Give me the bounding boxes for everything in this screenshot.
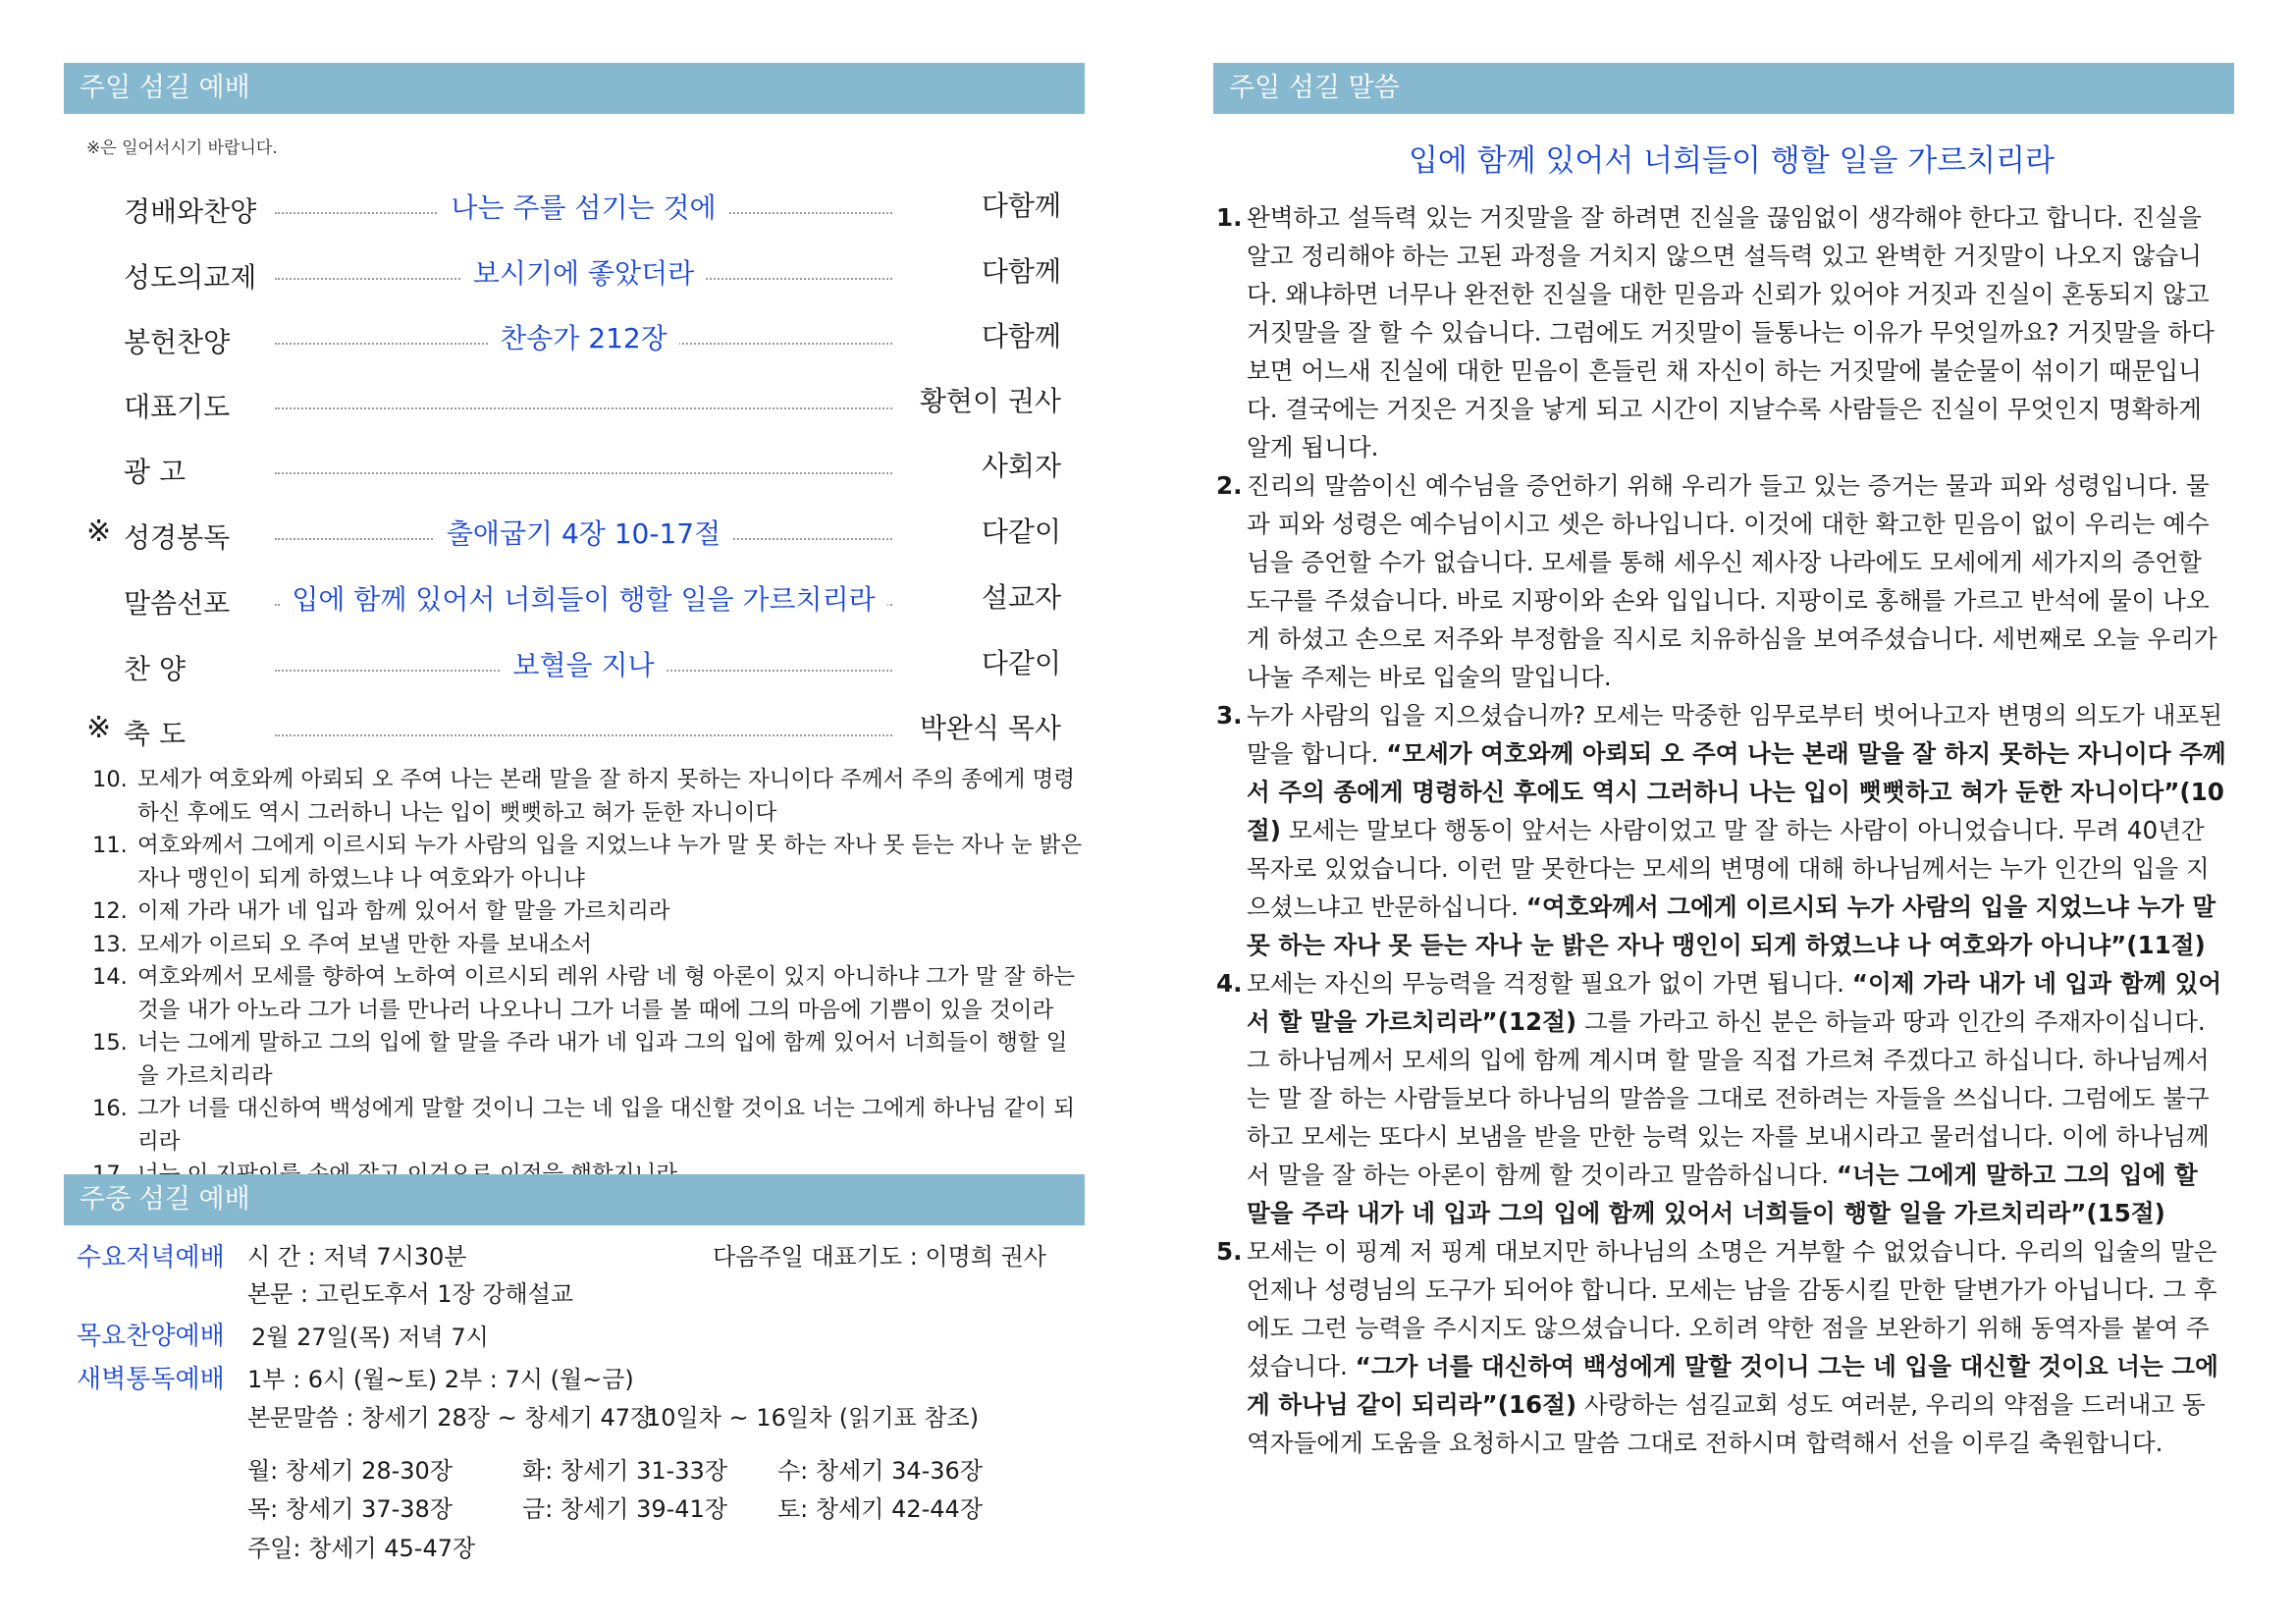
verse-number: 13. — [92, 931, 128, 957]
order-leader: 설교자 — [981, 581, 1061, 614]
point-sentence: 모세는 이 핑계 저 핑계 대보지만 하나님의 소명은 거부할 수 없었습니다. 우리의 입술의 말은 언제나 성령님의 도구가 되어야 합니다. 모세는 남을 감동시킬 만한 달변가가 아닙니다. 그 후에도 그런 능력을 주시지도 않으셨습니다. 오히려 약한 점을 보완하기 위해 동역자를 붙여 주셨습니다. — [1247, 1237, 2217, 1380]
point-text — [1247, 198, 2227, 466]
order-row — [86, 246, 1061, 298]
sermon-title: 입에 함께 있어서 너희들이 행할 일을 가르치리라 — [1408, 143, 2056, 179]
verse-number: 11. — [92, 833, 128, 858]
point-sentence: 누가 사람의 입을 지으셨습니까? 모세는 막중한 임무로부터 벗어나고자 변명의 의도가 내포된 말을 합니다. — [1247, 701, 2223, 768]
order-detail — [275, 252, 892, 292]
order-detail — [275, 578, 892, 618]
quoted-verse: “이제 가라 내가 네 입과 함께 있어서 할 말을 가르치리라”(12절) — [1247, 969, 2222, 1036]
schedule-thu: 목: 창세기 37-38장 — [247, 1495, 454, 1523]
order-detail — [275, 513, 892, 552]
order-row — [86, 638, 1061, 689]
wednesday-service-label: 수요저녁예배 — [77, 1243, 225, 1272]
dawn-time: 1부 : 6시 (월~토) 2부 : 7시 (월~금) — [247, 1366, 634, 1393]
point-sentence: 사랑하는 섬길교회 성도 여러분, 우리의 약점을 드러내고 동역자들에게 도움을 요청하시고 말씀 그대로 전하시며 합력해서 선을 이루길 축원합니다. — [1247, 1390, 2206, 1457]
dawn-days: 10일차 ~ 16일차 (읽기표 참조) — [646, 1404, 980, 1432]
order-item: 경배와찬양 — [124, 195, 257, 228]
order-item: 봉헌찬양 — [124, 326, 231, 358]
order-detail-text: 입에 함께 있어서 너희들이 행할 일을 가르치리라 — [280, 583, 886, 616]
order-row — [86, 572, 1061, 623]
schedule-sat: 토: 창세기 42-44장 — [777, 1495, 984, 1523]
verse — [92, 764, 1084, 830]
point-sentence: 그를 가라고 하신 분은 하늘과 땅과 인간의 주재자이십니다. 그 하나님께서 모세의 입에 함께 계시며 할 말을 직접 가르쳐 주겠다고 하십니다. 하나님께서는 말 잘 하는 사람들보다 하나님의 말씀을 그대로 전하려는 자들을 쓰십니다. 그럼에도 불구하고 모세는 또다시 보냄을 받을 만한 능력 있는 자를 보내시라고 물러섭니다. 이에 하나님께서 말을 잘 하는 아론이 함께 할 것이라고 말씀하십니다. — [1247, 1007, 2210, 1189]
stand-note: ※은 일어서시기 바랍니다. — [86, 138, 278, 158]
sermon-point — [1216, 1232, 2227, 1462]
verse — [92, 961, 1084, 1027]
verse-text: 이제 가라 내가 네 입과 함께 있어서 할 말을 가르치리라 — [137, 898, 670, 924]
verse-text: 여호와께서 모세를 향하여 노하여 이르시되 레위 사람 네 형 아론이 있지 아니하냐 그가 말 잘 하는 것을 내가 아노라 그가 너를 만나러 나오나니 그가 너를 볼 때에 그의 마음에 기쁨이 있을 것이라 — [137, 964, 1075, 1023]
order-leader: 다함께 — [981, 189, 1061, 222]
order-item: 말씀선포 — [124, 587, 231, 620]
thursday-time: 2월 27일(목) 저녁 7시 — [251, 1324, 489, 1351]
order-item: 성도의교제 — [124, 261, 257, 294]
point-number: 1. — [1216, 203, 1243, 232]
order-detail — [275, 644, 892, 683]
point-text — [1247, 696, 2227, 964]
sermon-point — [1216, 696, 2227, 964]
next-prayer: 다음주일 대표기도 : 이명희 권사 — [713, 1243, 1046, 1271]
order-row — [86, 507, 1061, 558]
stand-mark: ※ — [86, 514, 112, 549]
point-number: 3. — [1216, 701, 1243, 730]
point-text — [1247, 1232, 2227, 1462]
verse — [92, 929, 1084, 962]
order-detail — [275, 317, 892, 356]
dawn-service-label: 새벽통독예배 — [77, 1365, 225, 1394]
schedule-wed: 수: 창세기 34-36장 — [777, 1457, 984, 1485]
dotted-leader — [275, 472, 892, 474]
thursday-service-label: 목요찬양예배 — [77, 1322, 225, 1351]
order-detail-text: 출애굽기 4장 10-17절 — [435, 517, 732, 550]
schedule-sun: 주일: 창세기 45-47장 — [247, 1535, 476, 1562]
sermon-point — [1216, 466, 2227, 696]
verse — [92, 1093, 1084, 1159]
verse-number: 14. — [92, 964, 128, 990]
sermon-points — [1216, 198, 2227, 1462]
verse-text: 모세가 여호와께 아뢰되 오 주여 나는 본래 말을 잘 하지 못하는 자니이다 주께서 주의 종에게 명령하신 후에도 역시 그러하니 나는 입이 뻣뻣하고 혀가 둔한 자니이다 — [137, 767, 1075, 826]
verse — [92, 1027, 1084, 1093]
verse-text: 그가 너를 대신하여 백성에게 말할 것이니 그는 네 입을 대신할 것이요 너는 그에게 하나님 같이 되리라 — [137, 1096, 1075, 1155]
order-leader: 박완식 목사 — [919, 712, 1061, 744]
verse-number: 16. — [92, 1096, 128, 1121]
dotted-leader — [275, 734, 892, 736]
order-leader: 다함께 — [981, 255, 1061, 288]
order-item: 대표기도 — [124, 391, 231, 423]
order-row — [86, 376, 1061, 427]
wednesday-time: 시 간 : 저녁 7시30분 — [247, 1243, 467, 1271]
verse-text: 모세가 이르되 오 주여 보낼 만한 자를 보내소서 — [137, 931, 593, 957]
sermon-point — [1216, 198, 2227, 466]
verse-number: 10. — [92, 767, 128, 792]
order-leader: 다같이 — [981, 515, 1061, 548]
order-row — [86, 311, 1061, 362]
point-sentence: 완벽하고 설득력 있는 거짓말을 잘 하려면 진실을 끊임없이 생각해야 한다고 합니다. 진실을 알고 정리해야 하는 고된 과정을 거치지 않으면 설득력 있고 완벽한 거짓말이 나오지 않습니다. 왜냐하면 너무나 완전한 진실을 대한 믿음과 신뢰가 있어야 거짓과 진실이 혼동되지 않고 거짓말을 잘 할 수 있습니다. 그럼에도 거짓말이 들통나는 이유가 무엇일까요? 거짓말을 하다 보면 어느새 진실에 대한 믿음이 흔들린 채 자신이 하는 거짓말에 불순물이 섞이기 때문입니다. 결국에는 거짓은 거짓을 낳게 되고 시간이 지날수록 사람들은 진실이 무엇인지 명확하게 알게 됩니다. — [1247, 203, 2215, 461]
order-leader: 다같이 — [981, 647, 1061, 679]
order-item: 광 고 — [124, 456, 186, 488]
quoted-verse: “여호와께서 그에게 이르시되 누가 사람의 입을 지었느냐 누가 말 못 하는 자나 못 듣는 자나 눈 밝은 자나 맹인이 되게 하였느냐 나 여호와가 아니냐”(11절) — [1247, 893, 2216, 959]
order-item: 찬 양 — [124, 653, 186, 685]
verse-number: 12. — [92, 898, 128, 924]
sermon-point — [1216, 964, 2227, 1232]
quoted-verse: “그가 너를 대신하여 백성에게 말할 것이니 그는 네 입을 대신할 것이요 너는 그에게 하나님 같이 되리라”(16절) — [1247, 1352, 2218, 1419]
order-detail-text: 나는 주를 섬기는 것에 — [439, 191, 727, 224]
verse — [92, 895, 1084, 929]
order-detail-text: 보혈을 지나 — [501, 649, 666, 681]
order-row — [86, 441, 1061, 492]
schedule-mon: 월: 창세기 28-30장 — [247, 1457, 454, 1485]
point-sentence: 모세는 자신의 무능력을 걱정할 필요가 없이 가면 됩니다. — [1247, 969, 1852, 998]
quoted-verse: “너는 그에게 말하고 그의 입에 할 말을 주라 내가 네 입과 그의 입에 함께 있어서 너희들이 행할 일을 가르치리라”(15절) — [1247, 1161, 2198, 1227]
verse-text: 여호와께서 그에게 이르시되 누가 사람의 입을 지었느냐 누가 말 못 하는 자나 못 듣는 자나 눈 밝은 자나 맹인이 되게 하였느냐 나 여호와가 아니냐 — [137, 833, 1083, 892]
order-row — [86, 703, 1061, 754]
point-sentence: 모세는 말보다 행동이 앞서는 사람이었고 말 잘 하는 사람이 아니었습니다. 무려 40년간 목자로 있었습니다. 이런 말 못한다는 모세의 변명에 대해 하나님께서는 누가 인간의 입을 지으셨느냐고 반문하십니다. — [1247, 816, 2210, 921]
point-sentence: 진리의 말씀이신 예수님을 증언하기 위해 우리가 들고 있는 증거는 물과 피와 성령입니다. 물과 피와 성령은 예수님이시고 셋은 하나입니다. 이것에 대한 확고한 믿음이 없이 우리는 예수님을 증언할 수가 없습니다. 모세를 통해 세우신 제사장 나라에도 모세에게 세가지의 증언할 도구를 주셨습니다. 바로 지팡이와 손와 입입니다. 지팡이로 홍해를 가르고 반석에 물이 나오게 하셨고 손으로 저주와 부정함을 직시로 치유하심을 보여주셨습니다. 세번째로 오늘 우리가 나눌 주제는 바로 입술의 말입니다. — [1247, 471, 2217, 691]
point-text — [1247, 964, 2227, 1232]
sermon-header: 주일 섬길 말씀 — [1213, 63, 2234, 114]
dotted-leader — [275, 407, 892, 409]
point-number: 5. — [1216, 1237, 1243, 1266]
verse — [92, 830, 1084, 895]
order-leader: 다함께 — [981, 320, 1061, 352]
wednesday-text: 본문 : 고린도후서 1장 강해설교 — [247, 1280, 574, 1308]
order-item: 축 도 — [124, 718, 186, 750]
order-row — [86, 181, 1061, 232]
order-detail-text: 보시기에 좋았더라 — [461, 257, 706, 290]
point-number: 2. — [1216, 471, 1243, 500]
sunday-service-header: 주일 섬길 예배 — [64, 63, 1085, 114]
dawn-text: 본문말씀 : 창세기 28장 ~ 창세기 47장 — [247, 1404, 654, 1432]
order-detail-text: 찬송가 212장 — [488, 322, 679, 354]
verse-number: 15. — [92, 1030, 128, 1056]
quoted-verse: “모세가 여호와께 아뢰되 오 주여 나는 본래 말을 잘 하지 못하는 자니이다 주께서 주의 종에게 명령하신 후에도 역시 그러하니 나는 입이 뻣뻣하고 혀가 둔한 자니이다”(10절) — [1247, 739, 2226, 844]
point-text — [1247, 466, 2227, 696]
order-item: 성경봉독 — [124, 521, 231, 554]
schedule-tue: 화: 창세기 31-33장 — [522, 1457, 728, 1485]
weekday-service-header: 주중 섬길 예배 — [64, 1174, 1085, 1225]
order-leader: 사회자 — [981, 450, 1061, 482]
order-detail — [275, 187, 892, 226]
order-leader: 황현이 권사 — [919, 385, 1061, 417]
schedule-fri: 금: 창세기 39-41장 — [522, 1495, 728, 1523]
scripture-verses — [92, 764, 1084, 1192]
point-number: 4. — [1216, 969, 1243, 998]
stand-mark: ※ — [86, 711, 112, 745]
verse-text: 너는 그에게 말하고 그의 입에 할 말을 주라 내가 네 입과 그의 입에 함께 있어서 너희들이 행할 일을 가르치리라 — [137, 1030, 1068, 1089]
